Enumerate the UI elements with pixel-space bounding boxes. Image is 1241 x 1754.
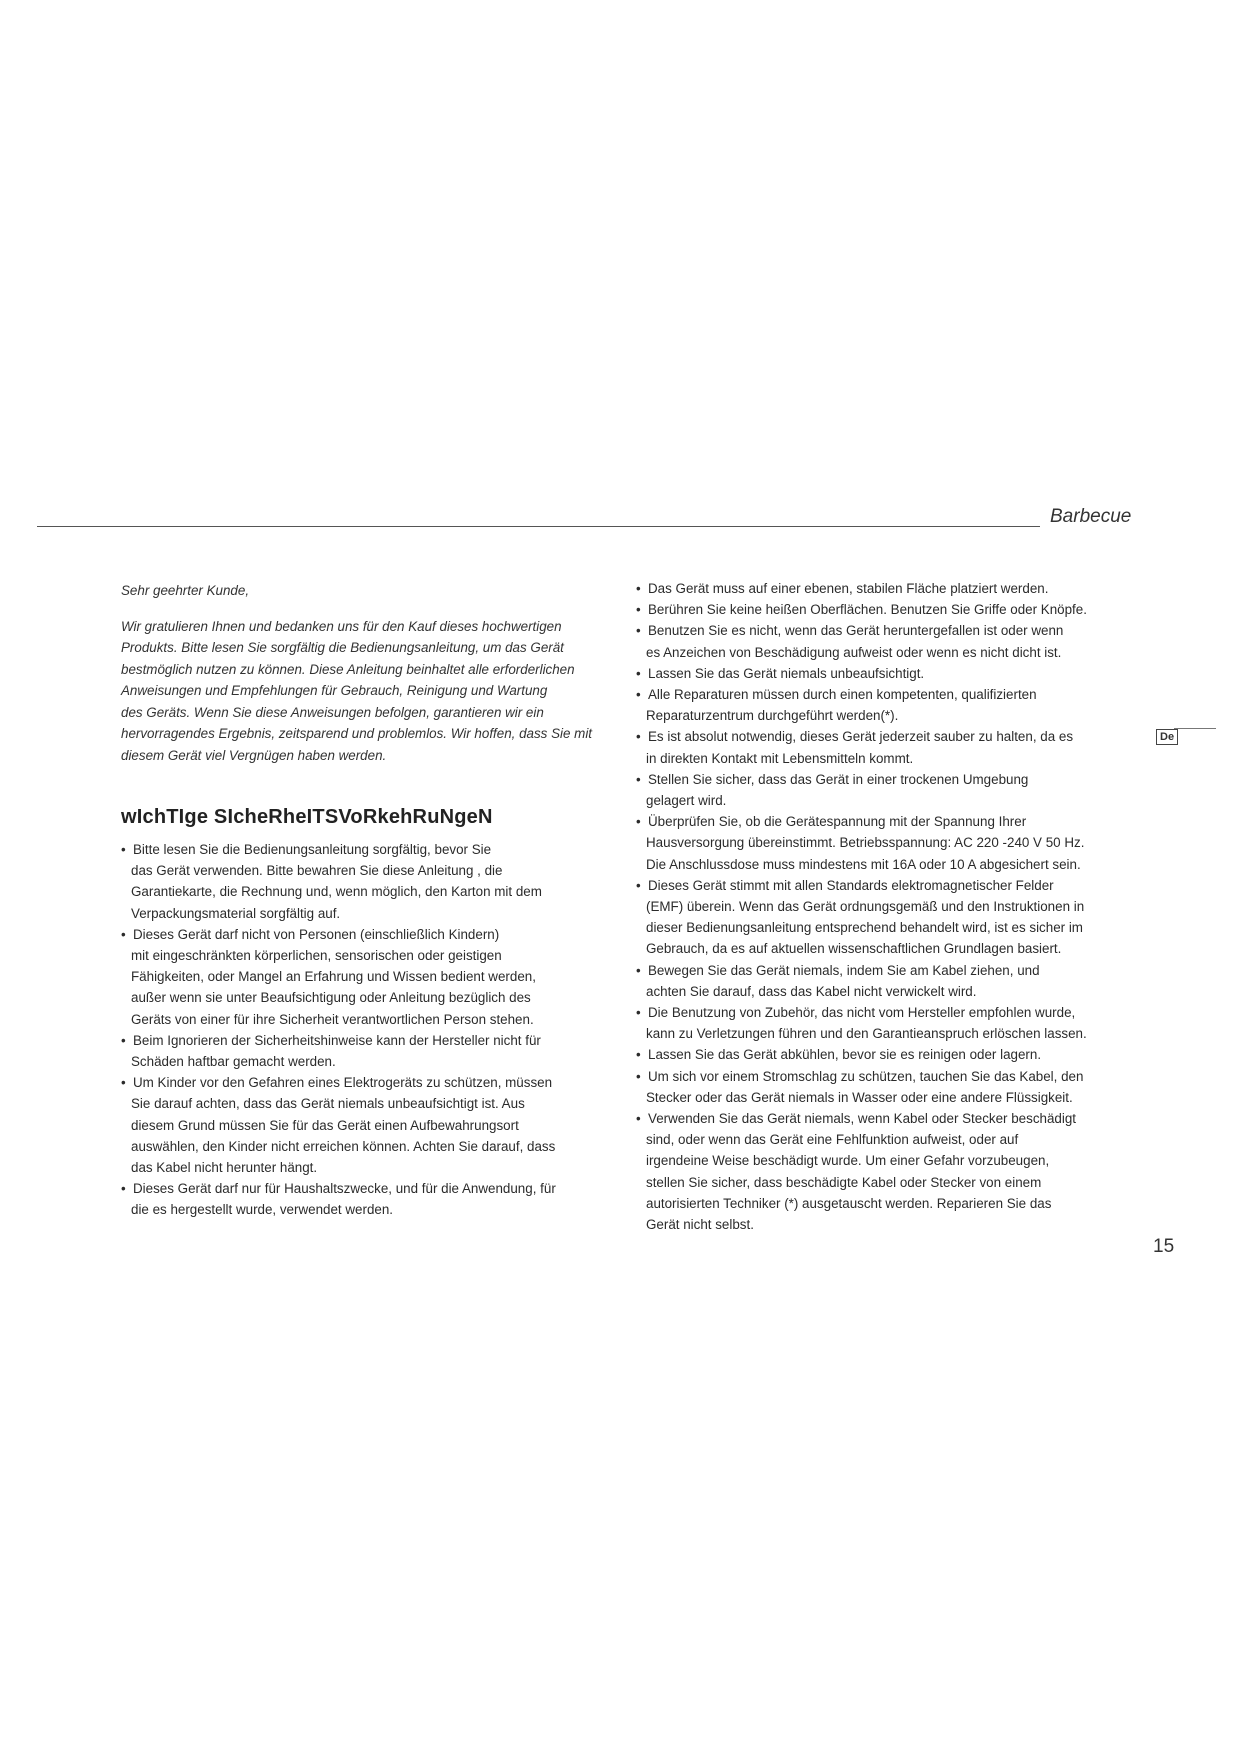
bullet-icon: • — [636, 877, 641, 893]
intro-line: Produkts. Bitte lesen Sie sorgfältig die Bedienungsanleitung, um das Gerät — [121, 640, 564, 655]
list-item-continuation: es Anzeichen von Beschädigung aufweist oder wenn es nicht dicht ist. — [646, 644, 1062, 660]
page-number: 15 — [1153, 1236, 1175, 1257]
list-item-continuation: außer wenn sie unter Beaufsichtigung oder Anleitung bezüglich des — [131, 990, 531, 1006]
list-item-text: Alle Reparaturen müssen durch einen kompetenten, qualifizierten — [648, 687, 1037, 703]
safety-list-left — [121, 839, 621, 1221]
bullet-icon: • — [636, 602, 641, 618]
language-tab-line — [1174, 728, 1216, 729]
list-item-continuation: Garantiekarte, die Rechnung und, wenn möglich, den Karton mit dem — [131, 884, 542, 900]
bullet-icon: • — [121, 926, 126, 942]
bullet-icon: • — [636, 962, 641, 978]
bullet-icon: • — [636, 665, 641, 681]
list-item-text: Bewegen Sie das Gerät niemals, indem Sie am Kabel ziehen, und — [648, 962, 1040, 978]
list-item-text: Benutzen Sie es nicht, wenn das Gerät heruntergefallen ist oder wenn — [648, 623, 1064, 639]
list-item — [121, 924, 621, 1030]
list-item — [636, 684, 1146, 726]
list-item — [121, 1178, 621, 1220]
list-item-continuation: das Gerät verwenden. Bitte bewahren Sie diese Anleitung , die — [131, 863, 503, 879]
intro-line: bestmöglich nutzen zu können. Diese Anleitung beinhaltet alle erforderlichen — [121, 661, 575, 677]
list-item — [636, 1108, 1146, 1235]
list-item-continuation: Gebrauch, da es auf aktuellen wissenschaftlichen Grundlagen basiert. — [646, 941, 1062, 957]
list-item-text: Dieses Gerät darf nur für Haushaltszwecke, und für die Anwendung, für — [133, 1181, 556, 1197]
list-item-continuation: (EMF) überein. Wenn das Gerät ordnungsgemäß und den Instruktionen in — [646, 899, 1085, 915]
list-item-text: Um Kinder vor den Gefahren eines Elektrogeräts zu schützen, müssen — [133, 1075, 553, 1091]
list-item-continuation: kann zu Verletzungen führen und den Garantieanspruch erlöschen lassen. — [646, 1026, 1087, 1042]
list-item-continuation: autorisierten Techniker (*) ausgetauscht werden. Reparieren Sie das — [646, 1195, 1052, 1211]
list-item-text: Die Benutzung von Zubehör, das nicht vom Hersteller empfohlen wurde, — [648, 1005, 1076, 1021]
list-item — [121, 1072, 621, 1178]
list-item — [121, 1030, 621, 1072]
bullet-icon: • — [636, 581, 641, 596]
list-item-text: Es ist absolut notwendig, dieses Gerät jederzeit sauber zu halten, da es — [648, 729, 1074, 745]
list-item-continuation: Gerät nicht selbst. — [646, 1217, 754, 1233]
list-item — [121, 839, 621, 924]
list-item-continuation: Reparaturzentrum durchgeführt werden(*). — [646, 708, 899, 724]
list-item-text: Um sich vor einem Stromschlag zu schützen, tauchen Sie das Kabel, den — [648, 1068, 1084, 1084]
section-title: wIchTIge SIcheRheITSVoRkehRuNgeN — [121, 806, 493, 828]
bullet-icon: • — [636, 1047, 641, 1063]
list-item-text: Stellen Sie sicher, dass das Gerät in einer trockenen Umgebung — [648, 771, 1029, 787]
language-tab: De — [1156, 729, 1178, 745]
list-item-continuation: die es hergestellt wurde, verwendet werden. — [131, 1202, 394, 1218]
bullet-icon: • — [636, 771, 641, 787]
list-item-continuation: Fähigkeiten, oder Mangel an Erfahrung und Wissen bedient werden, — [131, 969, 536, 985]
bullet-icon: • — [636, 729, 641, 745]
list-item-continuation: Verpackungsmaterial sorgfältig auf. — [131, 905, 341, 921]
bullet-icon: • — [636, 1111, 641, 1127]
list-item-text: Lassen Sie das Gerät niemals unbeaufsichtigt. — [648, 665, 925, 681]
list-item — [636, 726, 1146, 768]
list-item — [636, 578, 1146, 599]
safety-list-right — [636, 578, 1146, 1235]
list-item-text: Dieses Gerät stimmt mit allen Standards elektromagnetischer Felder — [648, 877, 1054, 893]
list-item — [636, 960, 1146, 1002]
list-item — [636, 663, 1146, 684]
list-item-continuation: Die Anschlussdose muss mindestens mit 16A oder 10 A abgesichert sein. — [646, 856, 1081, 872]
list-item-text: Bitte lesen Sie die Bedienungsanleitung sorgfältig, bevor Sie — [133, 842, 492, 857]
list-item-text: Überprüfen Sie, ob die Gerätespannung mit der Spannung Ihrer — [648, 814, 1027, 830]
bullet-icon: • — [121, 1075, 126, 1091]
document-title: Barbecue — [1050, 506, 1132, 527]
intro-line: Wir gratulieren Ihnen und bedanken uns für den Kauf dieses hochwertigen — [121, 618, 562, 634]
list-item — [636, 811, 1146, 875]
list-item-text: Das Gerät muss auf einer ebenen, stabilen Fläche platziert werden. — [648, 581, 1049, 596]
intro-text — [121, 580, 621, 766]
list-item — [636, 1066, 1146, 1108]
right-column — [636, 578, 1146, 1235]
list-item-continuation: Hausversorgung übereinstimmt. Betriebsspannung: AC 220 -240 V 50 Hz. — [646, 835, 1085, 851]
list-item — [636, 620, 1146, 662]
list-item-text: Verwenden Sie das Gerät niemals, wenn Kabel oder Stecker beschädigt — [648, 1111, 1077, 1127]
list-item-text: Beim Ignorieren der Sicherheitshinweise kann der Hersteller nicht für — [133, 1032, 541, 1048]
header-rule — [37, 526, 1040, 527]
left-column — [121, 580, 621, 1221]
list-item — [636, 1044, 1146, 1065]
list-item — [636, 875, 1146, 960]
list-item-continuation: Stecker oder das Gerät niemals in Wasser oder eine andere Flüssigkeit. — [646, 1089, 1073, 1105]
intro-line: Anweisungen und Empfehlungen für Gebrauch, Reinigung und Wartung — [121, 683, 548, 698]
intro-line: des Geräts. Wenn Sie diese Anweisungen befolgen, garantieren wir ein — [121, 704, 544, 720]
list-item-continuation: Geräts von einer für ihre Sicherheit verantwortlichen Person stehen. — [131, 1011, 534, 1027]
list-item-continuation: stellen Sie sicher, dass beschädigte Kabel oder Stecker von einem — [646, 1174, 1042, 1190]
list-item-continuation: gelagert wird. — [646, 793, 727, 809]
bullet-icon: • — [636, 1068, 641, 1084]
bullet-icon: • — [121, 1181, 126, 1197]
list-item — [636, 1002, 1146, 1044]
list-item-continuation: sind, oder wenn das Gerät eine Fehlfunktion aufweist, oder auf — [646, 1132, 1019, 1148]
bullet-icon: • — [121, 842, 126, 857]
list-item-continuation: in direkten Kontakt mit Lebensmitteln kommt. — [646, 750, 914, 766]
bullet-icon: • — [636, 687, 641, 703]
bullet-icon: • — [636, 1005, 641, 1021]
list-item — [636, 769, 1146, 811]
list-item-continuation: dieser Bedienungsanleitung entsprechend behandelt wird, ist es sicher im — [646, 920, 1083, 936]
list-item-text: Berühren Sie keine heißen Oberflächen. Benutzen Sie Griffe oder Knöpfe. — [648, 602, 1087, 618]
bullet-icon: • — [636, 623, 641, 639]
intro-line: diesem Gerät viel Vergnügen haben werden. — [121, 747, 387, 763]
list-item-text: Dieses Gerät darf nicht von Personen (einschließlich Kindern) — [133, 926, 500, 942]
list-item-continuation: achten Sie darauf, dass das Kabel nicht verwickelt wird. — [646, 983, 977, 999]
list-item-continuation: mit eingeschränkten körperlichen, sensorischen oder geistigen — [131, 948, 502, 964]
list-item-text: Lassen Sie das Gerät abkühlen, bevor sie es reinigen oder lagern. — [648, 1047, 1042, 1063]
list-item-continuation: Schäden haftbar gemacht werden. — [131, 1054, 336, 1070]
list-item — [636, 599, 1146, 620]
bullet-icon: • — [636, 814, 641, 830]
bullet-icon: • — [121, 1032, 126, 1048]
list-item-continuation: Sie darauf achten, dass das Gerät niemals unbeaufsichtigt ist. Aus — [131, 1096, 525, 1112]
list-item-continuation: das Kabel nicht herunter hängt. — [131, 1160, 318, 1176]
list-item-continuation: diesem Grund müssen Sie für das Gerät einen Aufbewahrungsort — [131, 1117, 519, 1133]
list-item-continuation: auswählen, den Kinder nicht erreichen können. Achten Sie darauf, dass — [131, 1138, 556, 1154]
list-item-continuation: irgendeine Weise beschädigt wurde. Um einer Gefahr vorzubeugen, — [646, 1153, 1050, 1169]
greeting: Sehr geehrter Kunde, — [121, 583, 250, 598]
intro-line: hervorragendes Ergebnis, zeitsparend und problemlos. Wir hoffen, dass Sie mit — [121, 726, 593, 741]
